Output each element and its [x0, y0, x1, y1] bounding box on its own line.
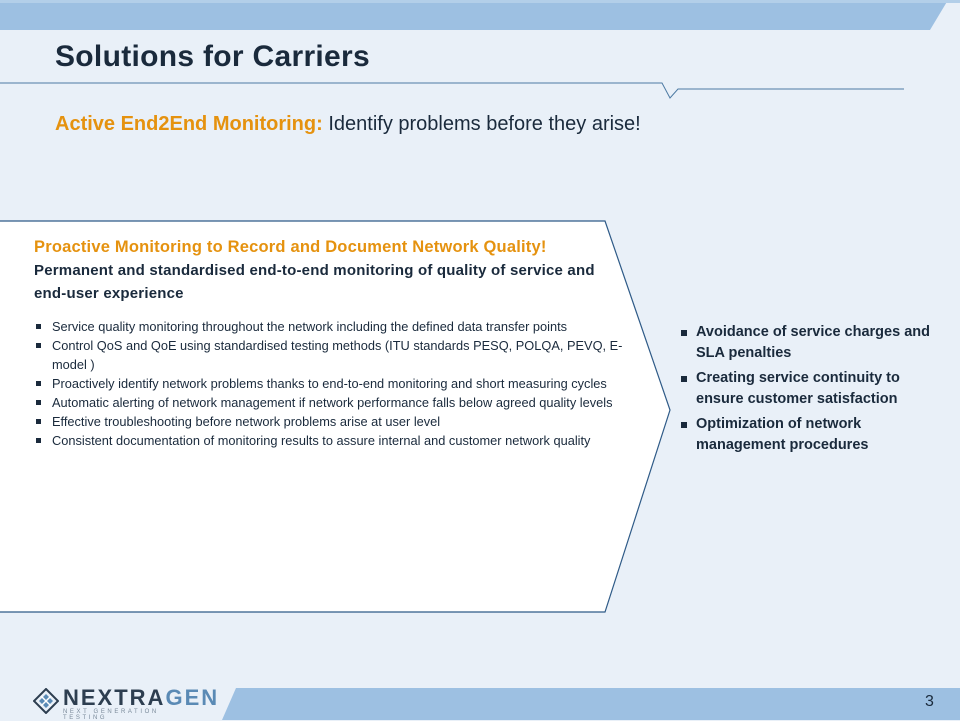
square-bullet-icon [681, 422, 687, 428]
square-bullet-icon [36, 324, 41, 329]
list-item-text: Automatic alerting of network management if network performance falls below agreed quality levels [52, 395, 613, 410]
subtitle-highlight: Active End2End Monitoring: [55, 113, 323, 135]
list-item-text: Effective troubleshooting before network problems arise at user level [52, 414, 441, 429]
logo-word-part1: NEXTRA [63, 685, 166, 710]
panel-heading-orange: Proactive Monitoring to Record and Document Network Quality! [34, 238, 547, 256]
benefit-item [680, 368, 950, 410]
list-item-text: Control QoS and QoE using standardised testing methods (ITU standards PESQ, POLQA, PEVQ, E-model ) [52, 338, 623, 372]
title-divider [0, 75, 960, 105]
logo-word-part2: GEN [165, 685, 220, 710]
benefit-text: Optimization of network management procedures [696, 416, 869, 453]
benefit-text: Creating service continuity to ensure customer satisfaction [696, 370, 900, 407]
subtitle [55, 113, 641, 136]
benefits-list [680, 322, 950, 460]
logo-wordmark [63, 685, 219, 711]
list-item [34, 393, 626, 412]
logo-tagline: NEXT GENERATION TESTING [63, 709, 159, 721]
panel-heading [34, 236, 626, 305]
page-title: Solutions for Carriers [55, 40, 370, 73]
benefit-item [680, 414, 950, 456]
square-bullet-icon [681, 330, 687, 336]
monitoring-feature-list [34, 317, 626, 450]
list-item-text: Consistent documentation of monitoring results to assure internal and customer network quality [52, 433, 591, 448]
list-item [34, 374, 626, 393]
diamond-logo-icon [33, 688, 59, 714]
list-item-text: Service quality monitoring throughout the network including the defined data transfer points [52, 319, 568, 334]
list-item-text: Proactively identify network problems thanks to end-to-end monitoring and short measuring cycles [52, 376, 607, 391]
list-item [34, 412, 626, 431]
top-banner [0, 0, 960, 30]
list-item [34, 317, 626, 336]
square-bullet-icon [681, 376, 687, 382]
square-bullet-icon [36, 381, 41, 386]
square-bullet-icon [36, 438, 41, 443]
page-number: 3 [925, 693, 934, 710]
benefit-item [680, 322, 950, 364]
list-item [34, 431, 626, 450]
benefit-text: Avoidance of service charges and SLA penalties [696, 324, 930, 361]
panel-heading-dark: Permanent and standardised end-to-end monitoring of quality of service and end-user experience [34, 262, 595, 302]
square-bullet-icon [36, 343, 41, 348]
nextragen-logo [33, 685, 220, 721]
square-bullet-icon [36, 400, 41, 405]
monitoring-panel [34, 236, 626, 450]
square-bullet-icon [36, 419, 41, 424]
subtitle-text: Identify problems before they arise! [322, 113, 641, 135]
list-item [34, 336, 626, 374]
